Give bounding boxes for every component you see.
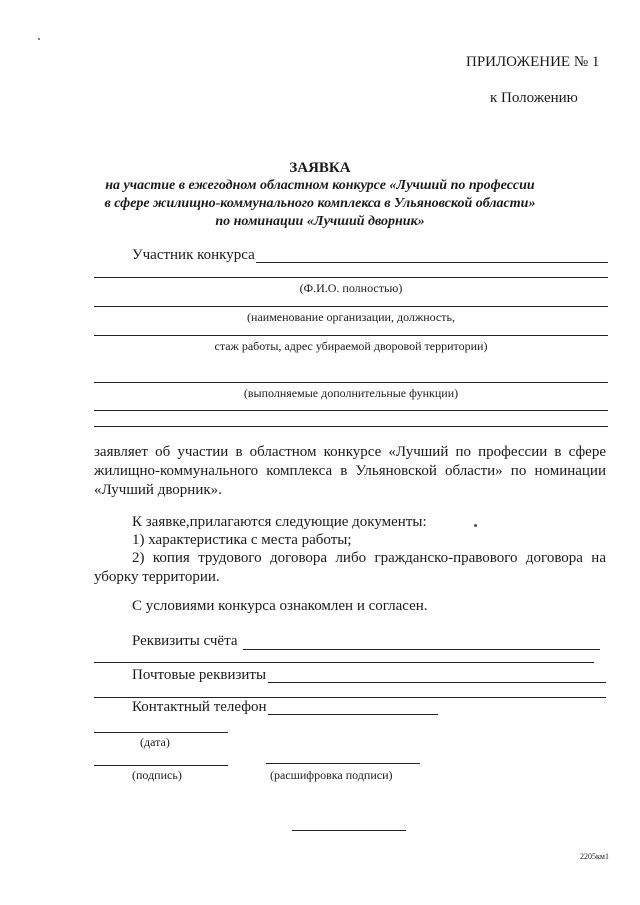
to-regulation: к Положению (490, 90, 578, 106)
document-title: ЗАЯВКА (289, 160, 351, 176)
title-line-3: по номинации «Лучший дворник» (215, 214, 425, 229)
footer-code: 2205км1 (580, 852, 609, 861)
experience-line[interactable] (94, 335, 608, 336)
caption-experience: стаж работы, адрес убираемой дворовой территории) (214, 339, 488, 353)
caption-functions: (выполняемые дополнительные функции) (243, 386, 459, 400)
date-line[interactable] (94, 732, 228, 733)
postal-label: Почтовые реквизиты (132, 667, 267, 683)
extra-line-1[interactable] (94, 410, 608, 411)
documents-intro: К заявке,прилагаются следующие документы: (132, 514, 427, 530)
date-caption: (дата) (140, 735, 170, 749)
participant-input-line[interactable] (256, 262, 608, 263)
scan-speck (474, 524, 477, 527)
title-line-2: в сфере жилищно-коммунального комплекса в Ульяновской области» (104, 196, 536, 211)
account-input-line[interactable] (243, 649, 600, 650)
scan-speck (38, 38, 40, 40)
signature-decoding-line[interactable] (266, 763, 420, 764)
appendix-number: ПРИЛОЖЕНИЕ № 1 (466, 54, 600, 70)
caption-organization: (наименование организации, должность, (247, 310, 455, 324)
postal-input-line[interactable] (268, 682, 606, 683)
phone-label: Контактный телефон (132, 699, 267, 715)
extra-line-2[interactable] (94, 426, 608, 427)
document-item-2: 2) копия трудового договора либо гражданско-правового договора на уборку территории. (94, 550, 606, 585)
signature-decoding-caption: (расшифровка подписи) (270, 768, 393, 782)
statement-paragraph: заявляет об участии в областном конкурсе «Лучший по профессии в сфере жилищно-коммунального комплекса в Ульяновской области» по номинации «Лучший дворник». (94, 444, 606, 498)
signature-caption: (подпись) (132, 768, 182, 782)
functions-line[interactable] (94, 382, 608, 383)
fio-line[interactable] (94, 277, 608, 278)
postal-line-2[interactable] (94, 697, 606, 698)
organization-line[interactable] (94, 306, 608, 307)
signature-line[interactable] (94, 765, 228, 766)
phone-input-line[interactable] (268, 714, 438, 715)
agreement-text: С условиями конкурса ознакомлен и согласен. (132, 598, 428, 614)
account-label: Реквизиты счёта (132, 633, 238, 649)
caption-fio: (Ф.И.О. полностью) (299, 281, 403, 295)
title-line-1: на участие в ежегодном областном конкурсе «Лучший по профессии (105, 178, 535, 193)
account-line-2[interactable] (94, 662, 594, 663)
participant-label: Участник конкурса (132, 247, 255, 263)
bottom-separator (292, 830, 406, 831)
document-item-1: 1) характеристика с места работы; (132, 532, 352, 548)
